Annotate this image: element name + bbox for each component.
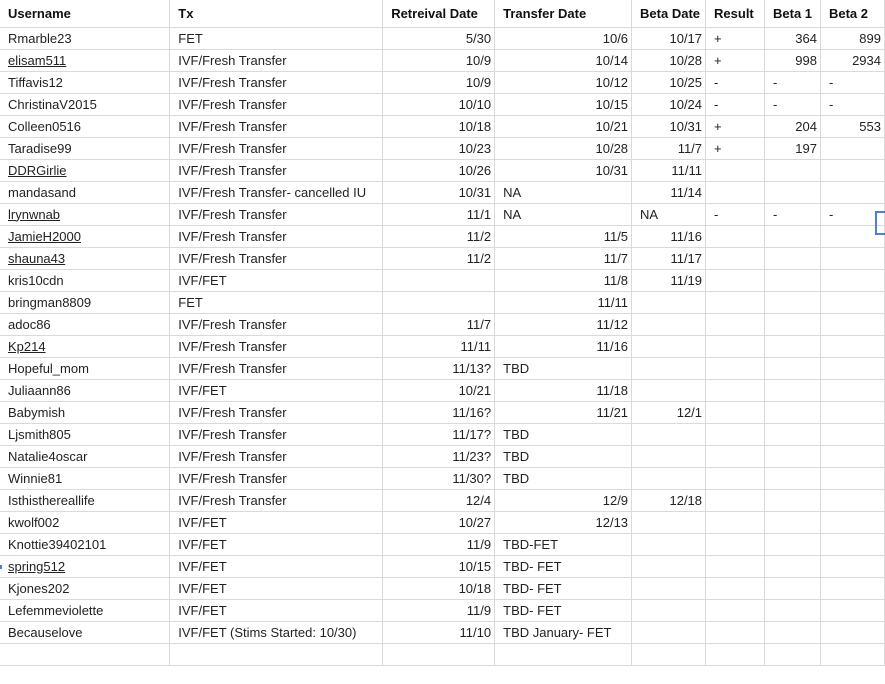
cell-beta-2[interactable] xyxy=(820,335,884,357)
cell-beta-2[interactable] xyxy=(820,467,884,489)
cell-tx[interactable]: IVF/FET xyxy=(170,269,383,291)
cell-tx[interactable]: IVF/Fresh Transfer xyxy=(170,49,383,71)
cell-username[interactable] xyxy=(0,49,170,71)
cell-result[interactable] xyxy=(706,643,765,665)
table-row xyxy=(0,467,885,489)
cell-retrieval-date[interactable] xyxy=(383,643,495,665)
cell-retrieval-date[interactable]: 11/1 xyxy=(383,203,495,225)
cell-tx[interactable]: FET xyxy=(170,291,383,313)
cell-result[interactable] xyxy=(706,577,765,599)
cell-beta-2[interactable] xyxy=(820,357,884,379)
cell-beta-date[interactable] xyxy=(632,423,706,445)
username-link[interactable]: shauna43 xyxy=(8,250,66,266)
cell-beta-1[interactable]: - xyxy=(765,71,821,93)
cell-beta-1[interactable]: 197 xyxy=(765,137,821,159)
cell-beta-1[interactable]: 204 xyxy=(765,115,821,137)
cell-result[interactable] xyxy=(706,533,765,555)
cell-transfer-date[interactable]: 11/12 xyxy=(495,313,632,335)
cell-beta-2[interactable] xyxy=(820,555,884,577)
cell-username[interactable]: Ljsmith805 xyxy=(0,423,170,445)
cell-tx[interactable]: IVF/Fresh Transfer xyxy=(170,445,383,467)
cell-result[interactable]: - xyxy=(706,203,765,225)
cell-transfer-date[interactable]: 10/28 xyxy=(495,137,632,159)
cell-username[interactable]: adoc86 xyxy=(0,313,170,335)
cell-username[interactable]: Juliaann86 xyxy=(0,379,170,401)
cell-beta-2[interactable] xyxy=(820,291,884,313)
header-beta-date[interactable]: Beta Date xyxy=(632,0,706,27)
cell-retrieval-date[interactable]: 10/23 xyxy=(383,137,495,159)
table-row xyxy=(0,159,885,181)
cell-beta-date[interactable]: 11/11 xyxy=(632,159,706,181)
cell-beta-2[interactable] xyxy=(820,489,884,511)
cell-beta-date[interactable]: 10/17 xyxy=(632,27,706,49)
cell-retrieval-date[interactable]: 10/18 xyxy=(383,115,495,137)
header-retrieval-date[interactable]: Retreival Date xyxy=(383,0,495,27)
cell-beta-1[interactable]: 998 xyxy=(765,49,821,71)
cell-result[interactable]: + xyxy=(706,137,765,159)
cell-transfer-date[interactable]: 10/6 xyxy=(495,27,632,49)
cell-retrieval-date[interactable]: 11/7 xyxy=(383,313,495,335)
table-row xyxy=(0,621,885,643)
username-link[interactable]: Kp214 xyxy=(8,338,46,354)
cell-tx[interactable]: IVF/Fresh Transfer xyxy=(170,357,383,379)
table-row xyxy=(0,269,885,291)
cell-transfer-date[interactable]: TBD-FET xyxy=(495,533,632,555)
cell-retrieval-date[interactable]: 10/31 xyxy=(383,181,495,203)
cell-transfer-date[interactable]: 10/14 xyxy=(495,49,632,71)
cell-username[interactable]: Becauselove xyxy=(0,621,170,643)
cell-result[interactable] xyxy=(706,599,765,621)
username-link[interactable]: elisam511 xyxy=(8,52,67,68)
cell-beta-date[interactable]: 10/25 xyxy=(632,71,706,93)
table-row xyxy=(0,643,885,665)
cell-retrieval-date[interactable]: 11/2 xyxy=(383,247,495,269)
cell-beta-date[interactable] xyxy=(632,467,706,489)
cell-tx[interactable]: IVF/Fresh Transfer xyxy=(170,137,383,159)
cell-tx[interactable]: IVF/Fresh Transfer xyxy=(170,93,383,115)
cell-result[interactable]: + xyxy=(706,49,765,71)
cell-beta-date[interactable] xyxy=(632,621,706,643)
cell-username[interactable]: kwolf002 xyxy=(0,511,170,533)
cell-tx[interactable]: IVF/Fresh Transfer xyxy=(170,115,383,137)
table-row xyxy=(0,401,885,423)
table-row xyxy=(0,511,885,533)
table-row xyxy=(0,137,885,159)
header-beta-2[interactable]: Beta 2 xyxy=(820,0,884,27)
cell-retrieval-date[interactable]: 11/10 xyxy=(383,621,495,643)
cell-beta-date[interactable] xyxy=(632,357,706,379)
cell-retrieval-date[interactable]: 10/10 xyxy=(383,93,495,115)
cell-result[interactable] xyxy=(706,445,765,467)
table-row xyxy=(0,335,885,357)
cell-result[interactable] xyxy=(706,511,765,533)
cell-transfer-date[interactable]: NA xyxy=(495,203,632,225)
cell-retrieval-date[interactable]: 11/9 xyxy=(383,599,495,621)
cell-username[interactable] xyxy=(0,203,170,225)
cell-beta-2[interactable]: 553 xyxy=(820,115,884,137)
cell-transfer-date[interactable]: 10/12 xyxy=(495,71,632,93)
cell-beta-2[interactable] xyxy=(820,621,884,643)
cell-result[interactable] xyxy=(706,181,765,203)
cell-tx[interactable]: IVF/Fresh Transfer xyxy=(170,423,383,445)
cell-beta-date[interactable] xyxy=(632,379,706,401)
cell-transfer-date[interactable]: NA xyxy=(495,181,632,203)
cell-retrieval-date[interactable]: 10/21 xyxy=(383,379,495,401)
cell-beta-date[interactable]: 11/17 xyxy=(632,247,706,269)
cell-beta-1[interactable] xyxy=(765,357,821,379)
cell-retrieval-date[interactable]: 11/13? xyxy=(383,357,495,379)
cell-tx[interactable]: IVF/Fresh Transfer xyxy=(170,467,383,489)
cell-beta-date[interactable] xyxy=(632,533,706,555)
cell-transfer-date[interactable]: 10/31 xyxy=(495,159,632,181)
cell-retrieval-date[interactable]: 11/30? xyxy=(383,467,495,489)
cell-beta-date[interactable]: 11/7 xyxy=(632,137,706,159)
table-row xyxy=(0,181,885,203)
cell-result[interactable] xyxy=(706,401,765,423)
cell-transfer-date[interactable]: 11/16 xyxy=(495,335,632,357)
cell-result[interactable] xyxy=(706,555,765,577)
cell-beta-2[interactable] xyxy=(820,577,884,599)
cell-username[interactable] xyxy=(0,225,170,247)
cell-username[interactable]: Lefemmeviolette xyxy=(0,599,170,621)
cell-retrieval-date[interactable]: 11/11 xyxy=(383,335,495,357)
cell-username[interactable]: Hopeful_mom xyxy=(0,357,170,379)
cell-username[interactable] xyxy=(0,335,170,357)
cell-beta-date[interactable] xyxy=(632,577,706,599)
cell-tx[interactable]: IVF/FET xyxy=(170,533,383,555)
cell-beta-date[interactable] xyxy=(632,599,706,621)
table-row xyxy=(0,93,885,115)
cell-result[interactable] xyxy=(706,269,765,291)
cell-beta-2[interactable] xyxy=(820,313,884,335)
cell-beta-date[interactable] xyxy=(632,445,706,467)
cell-result[interactable] xyxy=(706,357,765,379)
cell-tx[interactable] xyxy=(170,643,383,665)
cell-result[interactable] xyxy=(706,467,765,489)
cell-beta-1[interactable]: 364 xyxy=(765,27,821,49)
cell-beta-1[interactable] xyxy=(765,577,821,599)
cell-beta-date[interactable]: 11/19 xyxy=(632,269,706,291)
cell-tx[interactable]: IVF/FET xyxy=(170,599,383,621)
cell-beta-1[interactable] xyxy=(765,313,821,335)
cell-username[interactable]: Knottie39402101 xyxy=(0,533,170,555)
cell-beta-date[interactable] xyxy=(632,291,706,313)
cell-retrieval-date[interactable]: 10/15 xyxy=(383,555,495,577)
cell-username[interactable]: Colleen0516 xyxy=(0,115,170,137)
cell-beta-2[interactable] xyxy=(820,511,884,533)
cell-transfer-date[interactable]: TBD- FET xyxy=(495,555,632,577)
cell-tx[interactable]: IVF/Fresh Transfer- cancelled IU xyxy=(170,181,383,203)
username-link[interactable]: lrynwnab xyxy=(8,206,61,222)
table-row xyxy=(0,71,885,93)
cell-transfer-date[interactable]: 11/8 xyxy=(495,269,632,291)
cell-result[interactable]: + xyxy=(706,27,765,49)
table-row xyxy=(0,225,885,247)
cell-beta-1[interactable] xyxy=(765,489,821,511)
cell-beta-2[interactable] xyxy=(820,379,884,401)
selected-cell-outline xyxy=(875,211,885,235)
cell-username[interactable]: ChristinaV2015 xyxy=(0,93,170,115)
cell-username[interactable]: Isthisthereallife xyxy=(0,489,170,511)
cell-retrieval-date[interactable]: 12/4 xyxy=(383,489,495,511)
cell-beta-1[interactable] xyxy=(765,445,821,467)
cell-username[interactable]: mandasand xyxy=(0,181,170,203)
cell-retrieval-date[interactable]: 10/26 xyxy=(383,159,495,181)
username-link[interactable]: DDRGirlie xyxy=(8,162,67,178)
cell-beta-date[interactable]: 10/28 xyxy=(632,49,706,71)
cell-beta-2[interactable] xyxy=(820,181,884,203)
cell-beta-1[interactable] xyxy=(765,423,821,445)
cell-beta-1[interactable] xyxy=(765,247,821,269)
cell-beta-1[interactable] xyxy=(765,555,821,577)
cell-beta-2[interactable] xyxy=(820,137,884,159)
cell-tx[interactable]: IVF/Fresh Transfer xyxy=(170,225,383,247)
cell-transfer-date[interactable]: 11/7 xyxy=(495,247,632,269)
cell-username[interactable]: Winnie81 xyxy=(0,467,170,489)
cell-beta-1[interactable] xyxy=(765,643,821,665)
username-link[interactable]: JamieH2000 xyxy=(8,228,81,244)
cell-tx[interactable]: FET xyxy=(170,27,383,49)
table-row xyxy=(0,115,885,137)
cell-transfer-date[interactable]: TBD xyxy=(495,445,632,467)
cell-beta-date[interactable]: NA xyxy=(632,203,706,225)
cell-transfer-date[interactable]: 10/15 xyxy=(495,93,632,115)
cell-username[interactable]: kris10cdn xyxy=(0,269,170,291)
cell-transfer-date[interactable]: 11/21 xyxy=(495,401,632,423)
table-row xyxy=(0,489,885,511)
header-transfer-date[interactable]: Transfer Date xyxy=(495,0,632,27)
cell-transfer-date[interactable]: TBD- FET xyxy=(495,577,632,599)
header-result[interactable]: Result xyxy=(706,0,765,27)
header-beta-1[interactable]: Beta 1 xyxy=(765,0,821,27)
cell-result[interactable] xyxy=(706,159,765,181)
cell-username[interactable] xyxy=(0,643,170,665)
cell-username[interactable]: Natalie4oscar xyxy=(0,445,170,467)
cell-beta-date[interactable]: 10/31 xyxy=(632,115,706,137)
cell-retrieval-date[interactable]: 10/9 xyxy=(383,71,495,93)
table-row xyxy=(0,27,885,49)
cell-retrieval-date[interactable]: 11/23? xyxy=(383,445,495,467)
cell-tx[interactable]: IVF/Fresh Transfer xyxy=(170,401,383,423)
cell-beta-1[interactable] xyxy=(765,401,821,423)
header-row xyxy=(0,0,885,27)
cell-beta-1[interactable]: - xyxy=(765,93,821,115)
cell-result[interactable]: + xyxy=(706,115,765,137)
cell-beta-1[interactable] xyxy=(765,533,821,555)
cell-username[interactable]: Kjones202 xyxy=(0,577,170,599)
cell-beta-2[interactable] xyxy=(820,247,884,269)
cell-result[interactable] xyxy=(706,379,765,401)
cell-result[interactable] xyxy=(706,225,765,247)
cell-beta-2[interactable] xyxy=(820,159,884,181)
cell-result[interactable] xyxy=(706,247,765,269)
table-row xyxy=(0,533,885,555)
table-row xyxy=(0,291,885,313)
cell-transfer-date[interactable]: 12/13 xyxy=(495,511,632,533)
cell-tx[interactable]: IVF/FET xyxy=(170,555,383,577)
table-row xyxy=(0,313,885,335)
cell-username[interactable]: Tiffavis12 xyxy=(0,71,170,93)
cell-tx[interactable]: IVF/FET xyxy=(170,577,383,599)
header-username[interactable]: Username xyxy=(0,0,170,27)
cell-beta-2[interactable]: 899 xyxy=(820,27,884,49)
table-row xyxy=(0,49,885,71)
cell-result[interactable]: - xyxy=(706,71,765,93)
table-row xyxy=(0,247,885,269)
cell-transfer-date[interactable] xyxy=(495,643,632,665)
cell-tx[interactable]: IVF/Fresh Transfer xyxy=(170,335,383,357)
row-selection-marker xyxy=(0,565,2,569)
cell-beta-1[interactable] xyxy=(765,511,821,533)
cell-beta-1[interactable]: - xyxy=(765,203,821,225)
cell-transfer-date[interactable]: TBD xyxy=(495,467,632,489)
cell-beta-1[interactable] xyxy=(765,291,821,313)
cell-tx[interactable]: IVF/Fresh Transfer xyxy=(170,159,383,181)
table-row xyxy=(0,599,885,621)
table-row xyxy=(0,555,885,577)
cell-result[interactable] xyxy=(706,291,765,313)
cell-beta-date[interactable] xyxy=(632,643,706,665)
cell-result[interactable] xyxy=(706,423,765,445)
cell-beta-date[interactable]: 12/18 xyxy=(632,489,706,511)
cell-tx[interactable]: IVF/Fresh Transfer xyxy=(170,247,383,269)
cell-tx[interactable]: IVF/Fresh Transfer xyxy=(170,203,383,225)
cell-beta-2[interactable]: 2934 xyxy=(820,49,884,71)
header-tx[interactable]: Tx xyxy=(170,0,383,27)
cell-beta-date[interactable] xyxy=(632,511,706,533)
table-row xyxy=(0,577,885,599)
cell-beta-2[interactable] xyxy=(820,533,884,555)
cell-beta-1[interactable] xyxy=(765,225,821,247)
cell-transfer-date[interactable]: 10/21 xyxy=(495,115,632,137)
cell-beta-date[interactable]: 10/24 xyxy=(632,93,706,115)
cell-retrieval-date[interactable]: 11/2 xyxy=(383,225,495,247)
cell-username[interactable] xyxy=(0,247,170,269)
cell-beta-date[interactable]: 11/16 xyxy=(632,225,706,247)
cell-transfer-date[interactable]: TBD- FET xyxy=(495,599,632,621)
cell-transfer-date[interactable]: 11/18 xyxy=(495,379,632,401)
cell-retrieval-date[interactable]: 10/27 xyxy=(383,511,495,533)
table-row xyxy=(0,379,885,401)
cell-beta-2[interactable] xyxy=(820,423,884,445)
cell-result[interactable] xyxy=(706,621,765,643)
cell-transfer-date[interactable]: TBD xyxy=(495,357,632,379)
username-link[interactable]: spring512 xyxy=(8,558,66,574)
cell-beta-date[interactable] xyxy=(632,313,706,335)
table-row xyxy=(0,203,885,225)
cell-beta-2[interactable] xyxy=(820,599,884,621)
cell-beta-date[interactable]: 11/14 xyxy=(632,181,706,203)
cell-beta-1[interactable] xyxy=(765,159,821,181)
cell-username[interactable]: Babymish xyxy=(0,401,170,423)
cell-beta-date[interactable] xyxy=(632,555,706,577)
cell-result[interactable] xyxy=(706,313,765,335)
table-row xyxy=(0,423,885,445)
cell-beta-2[interactable] xyxy=(820,269,884,291)
cell-beta-2[interactable] xyxy=(820,643,884,665)
cell-transfer-date[interactable]: TBD xyxy=(495,423,632,445)
cell-transfer-date[interactable]: 11/5 xyxy=(495,225,632,247)
cell-beta-date[interactable]: 12/1 xyxy=(632,401,706,423)
cell-beta-1[interactable] xyxy=(765,379,821,401)
table-row xyxy=(0,445,885,467)
cell-tx[interactable]: IVF/Fresh Transfer xyxy=(170,313,383,335)
cell-beta-1[interactable] xyxy=(765,269,821,291)
cell-beta-2[interactable] xyxy=(820,445,884,467)
cell-retrieval-date[interactable]: 11/9 xyxy=(383,533,495,555)
cell-retrieval-date[interactable]: 5/30 xyxy=(383,27,495,49)
cell-beta-1[interactable] xyxy=(765,599,821,621)
cell-result[interactable] xyxy=(706,489,765,511)
cell-beta-2[interactable]: - xyxy=(820,93,884,115)
cell-retrieval-date[interactable]: 10/9 xyxy=(383,49,495,71)
cell-retrieval-date[interactable]: 11/17? xyxy=(383,423,495,445)
cell-beta-date[interactable] xyxy=(632,335,706,357)
cell-username[interactable]: Taradise99 xyxy=(0,137,170,159)
cell-username[interactable] xyxy=(0,159,170,181)
cell-username[interactable]: Rmarble23 xyxy=(0,27,170,49)
cell-tx[interactable]: IVF/Fresh Transfer xyxy=(170,71,383,93)
cell-tx[interactable]: IVF/FET xyxy=(170,511,383,533)
cell-tx[interactable]: IVF/FET (Stims Started: 10/30) xyxy=(170,621,383,643)
table-row xyxy=(0,357,885,379)
cell-transfer-date[interactable]: 12/9 xyxy=(495,489,632,511)
cell-beta-2[interactable]: - xyxy=(820,203,884,225)
cell-retrieval-date[interactable] xyxy=(383,269,495,291)
cell-tx[interactable]: IVF/FET xyxy=(170,379,383,401)
cell-tx[interactable]: IVF/Fresh Transfer xyxy=(170,489,383,511)
cell-username[interactable]: bringman8809 xyxy=(0,291,170,313)
cell-beta-1[interactable] xyxy=(765,467,821,489)
cell-retrieval-date[interactable] xyxy=(383,291,495,313)
cell-transfer-date[interactable]: TBD January- FET xyxy=(495,621,632,643)
cell-retrieval-date[interactable]: 11/16? xyxy=(383,401,495,423)
cell-retrieval-date[interactable]: 10/18 xyxy=(383,577,495,599)
cell-beta-2[interactable] xyxy=(820,401,884,423)
cell-username[interactable] xyxy=(0,555,170,577)
cell-beta-1[interactable] xyxy=(765,335,821,357)
cell-beta-2[interactable]: - xyxy=(820,71,884,93)
cell-beta-1[interactable] xyxy=(765,181,821,203)
cell-result[interactable]: - xyxy=(706,93,765,115)
cell-result[interactable] xyxy=(706,335,765,357)
cell-transfer-date[interactable]: 11/11 xyxy=(495,291,632,313)
cell-beta-1[interactable] xyxy=(765,621,821,643)
